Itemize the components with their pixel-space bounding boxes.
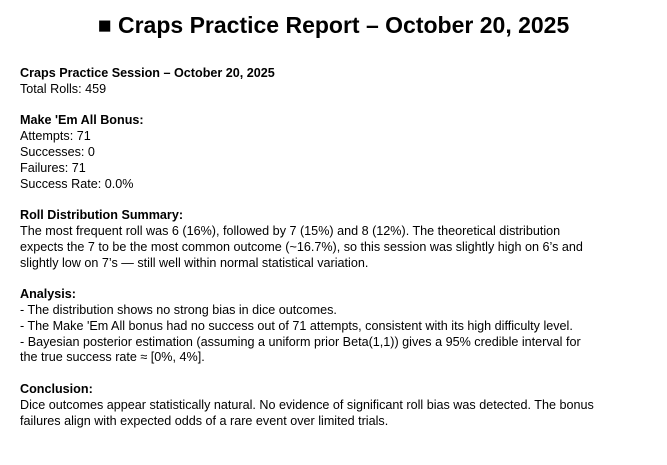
session-heading: Craps Practice Session – October 20, 2025: [20, 66, 275, 80]
distribution-text-line: The most frequent roll was 6 (16%), followed by 7 (15%) and 8 (12%). The theoretical distribution: [20, 223, 561, 238]
analysis-heading: Analysis:: [20, 287, 76, 302]
distribution-heading: Roll Distribution Summary:: [20, 208, 184, 223]
analysis-item: the true success rate ≈ [0%, 4%].: [20, 350, 205, 365]
session-section: [20, 66, 650, 98]
bonus-success-rate: Success Rate: 0.0%: [20, 176, 134, 191]
distribution-text-line: slightly low on 7’s — still well within normal statistical variation.: [20, 255, 369, 270]
distribution-text-line: expects the 7 to be the most common outcome (~16.7%), so this session was slightly high on 6’s and: [20, 239, 583, 254]
bonus-failures: Failures: 71: [20, 160, 86, 175]
total-rolls: Total Rolls: 459: [20, 81, 107, 96]
bonus-successes: Successes: 0: [20, 144, 95, 159]
bonus-attempts: Attempts: 71: [20, 129, 91, 144]
conclusion-heading: Conclusion:: [20, 381, 93, 396]
analysis-item: - Bayesian posterior estimation (assuming a uniform prior Beta(1,1)) gives a 95% credible interval for: [20, 334, 581, 349]
conclusion-text-line: Dice outcomes appear statistically natural. No evidence of significant roll bias was detected. The bonus: [20, 397, 594, 412]
analysis-item: - The Make 'Em All bonus had no success out of 71 attempts, consistent with its high difficulty level.: [20, 318, 573, 333]
bonus-heading: Make 'Em All Bonus:: [20, 113, 144, 128]
analysis-section: [20, 287, 650, 366]
distribution-section: [20, 208, 650, 271]
analysis-item: - The distribution shows no strong bias in dice outcomes.: [20, 302, 337, 317]
page-title: ■ Craps Practice Report – October 20, 2025: [97, 12, 570, 38]
conclusion-text-line: failures align with expected odds of a rare event over limited trials.: [20, 413, 389, 428]
bonus-section: [20, 113, 650, 192]
conclusion-section: [20, 382, 650, 429]
report-body: [20, 66, 650, 429]
